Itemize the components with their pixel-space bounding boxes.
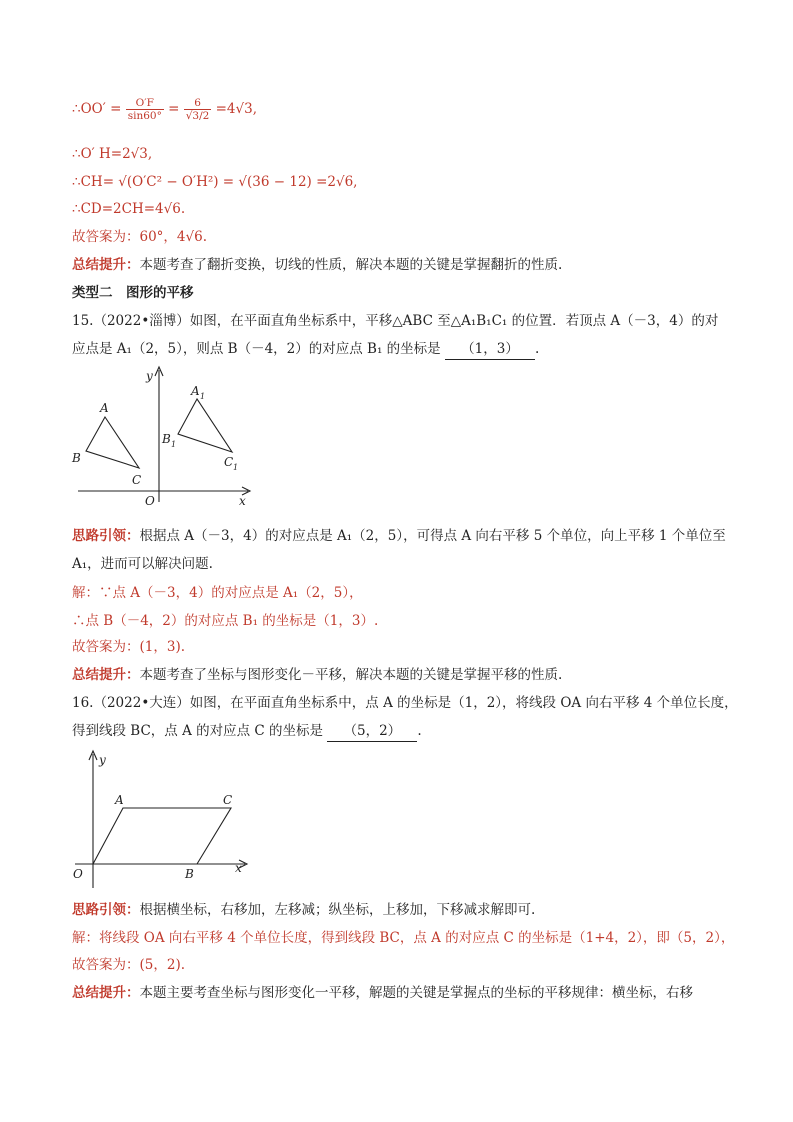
cd-line: ∴CD=2CH=4√6. [72, 201, 186, 217]
label-a1-sub: 1 [200, 392, 206, 401]
q15-hint-line1 [72, 526, 726, 546]
label-b1-sub: 1 [171, 440, 177, 449]
q16-answer: 故答案为：(5，2). [72, 957, 186, 973]
label-c: C [132, 473, 142, 487]
q15-stem-text: 应点是 A₁（2，5），则点 B（－4，2）的对应点 B₁ 的坐标是 [72, 341, 441, 357]
q16-solution: 解：将线段 OA 向右平移 4 个单位长度，得到线段 BC，点 A 的对应点 C 的坐标是（1+4，2），即（5，2）， [72, 930, 735, 946]
q15-stem-end: . [534, 341, 540, 357]
q16-stem-line2 [72, 721, 422, 742]
frac2-numerator: 6 [184, 97, 212, 110]
oh-line: ∴O′ H=2√3, [72, 146, 153, 162]
label-x: x [239, 494, 246, 508]
parallelogram-oacb [93, 808, 231, 864]
hint-text: 根据点 A（－3，4）的对应点是 A₁（2，5），可得点 A 向右平移 5 个单位，向上平移 1 个单位至 [139, 528, 726, 544]
q16-summary [72, 983, 693, 1003]
label-y: y [146, 369, 153, 383]
section-title: 类型二 图形的平移 [72, 285, 194, 301]
fraction-6-over-root3 [184, 97, 212, 122]
q15-coordinate-figure [62, 362, 262, 512]
summary-text: 本题考查了翻折变换，切线的性质，解决本题的关键是掌握翻折的性质. [139, 257, 563, 273]
q15-hint-line2: A₁，进而可以解决问题. [72, 556, 213, 572]
oo-result: =4√3, [215, 101, 258, 117]
label-b: B [185, 867, 194, 881]
q15-stem-line2 [72, 339, 539, 360]
oo-equation [72, 97, 257, 122]
label-a: A [100, 401, 109, 415]
q15-summary [72, 665, 562, 685]
fraction-of-over-sin60 [126, 97, 164, 122]
label-y: y [99, 753, 106, 767]
label-origin: O [73, 867, 83, 881]
triangle-a1b1c1 [178, 399, 232, 452]
label-c1: C [224, 455, 234, 469]
label-x: x [235, 861, 242, 875]
summary-label: 总结提升： [72, 667, 140, 683]
frac1-denominator: sin60° [127, 110, 162, 122]
summary-text: 本题考查了坐标与图形变化－平移，解决本题的关键是掌握平移的性质. [139, 667, 563, 683]
equals-sign: = [168, 101, 180, 117]
frac2-denominator: √3/2 [185, 110, 210, 122]
label-c1-sub: 1 [233, 463, 239, 472]
triangle-abc [86, 417, 139, 468]
q16-stem-line1: 16.（2022•大连）如图，在平面直角坐标系中，点 A 的坐标是（1，2），将线段 OA 向右平移 4 个单位长度， [72, 695, 738, 711]
summary-1 [72, 255, 562, 275]
q15-stem-line1: 15.（2022•淄博）如图，在平面直角坐标系中，平移△ABC 至△A₁B₁C₁ 的位置．若顶点 A（－3，4）的对 [72, 313, 719, 329]
q16-hint [72, 900, 535, 920]
label-a1: A [191, 384, 200, 398]
label-a: A [115, 793, 124, 807]
q15-solution-line1: 解：∵点 A（－3，4）的对应点是 A₁（2，5）， [72, 585, 363, 601]
q16-coordinate-figure [65, 748, 265, 888]
summary-text: 本题主要考查坐标与图形变化一平移，解题的关键是掌握点的坐标的平移规律：横坐标，右移 [139, 985, 693, 1001]
q16-stem-end: . [417, 723, 422, 739]
label-b: B [72, 451, 81, 465]
q16-answer-blank: （5，2） [327, 721, 417, 742]
q15-answer-blank: （1，3） [445, 339, 535, 360]
frac1-numerator: O′F [126, 97, 164, 110]
hint-label: 思路引领： [72, 902, 140, 918]
q16-stem-text: 得到线段 BC，点 A 的对应点 C 的坐标是 [72, 723, 324, 739]
hint-text: 根据横坐标，右移加，左移减；纵坐标，上移加，下移减求解即可. [139, 902, 536, 918]
label-origin: O [145, 494, 155, 508]
hint-label: 思路引领： [72, 528, 140, 544]
label-c: C [223, 793, 233, 807]
q15-answer: 故答案为：(1，3). [72, 639, 186, 655]
answer-line-1: 故答案为：60°，4√6. [72, 229, 207, 245]
ch-line: ∴CH= √(O′C² − O′H²) = √(36 − 12) =2√6, [72, 174, 358, 190]
summary-label: 总结提升： [72, 985, 140, 1001]
label-b1: B [162, 432, 171, 446]
summary-label: 总结提升： [72, 257, 140, 273]
oo-prefix: ∴OO′ = [72, 101, 122, 117]
q15-solution-line2: ∴点 B（－4，2）的对应点 B₁ 的坐标是（1，3）. [72, 613, 379, 629]
